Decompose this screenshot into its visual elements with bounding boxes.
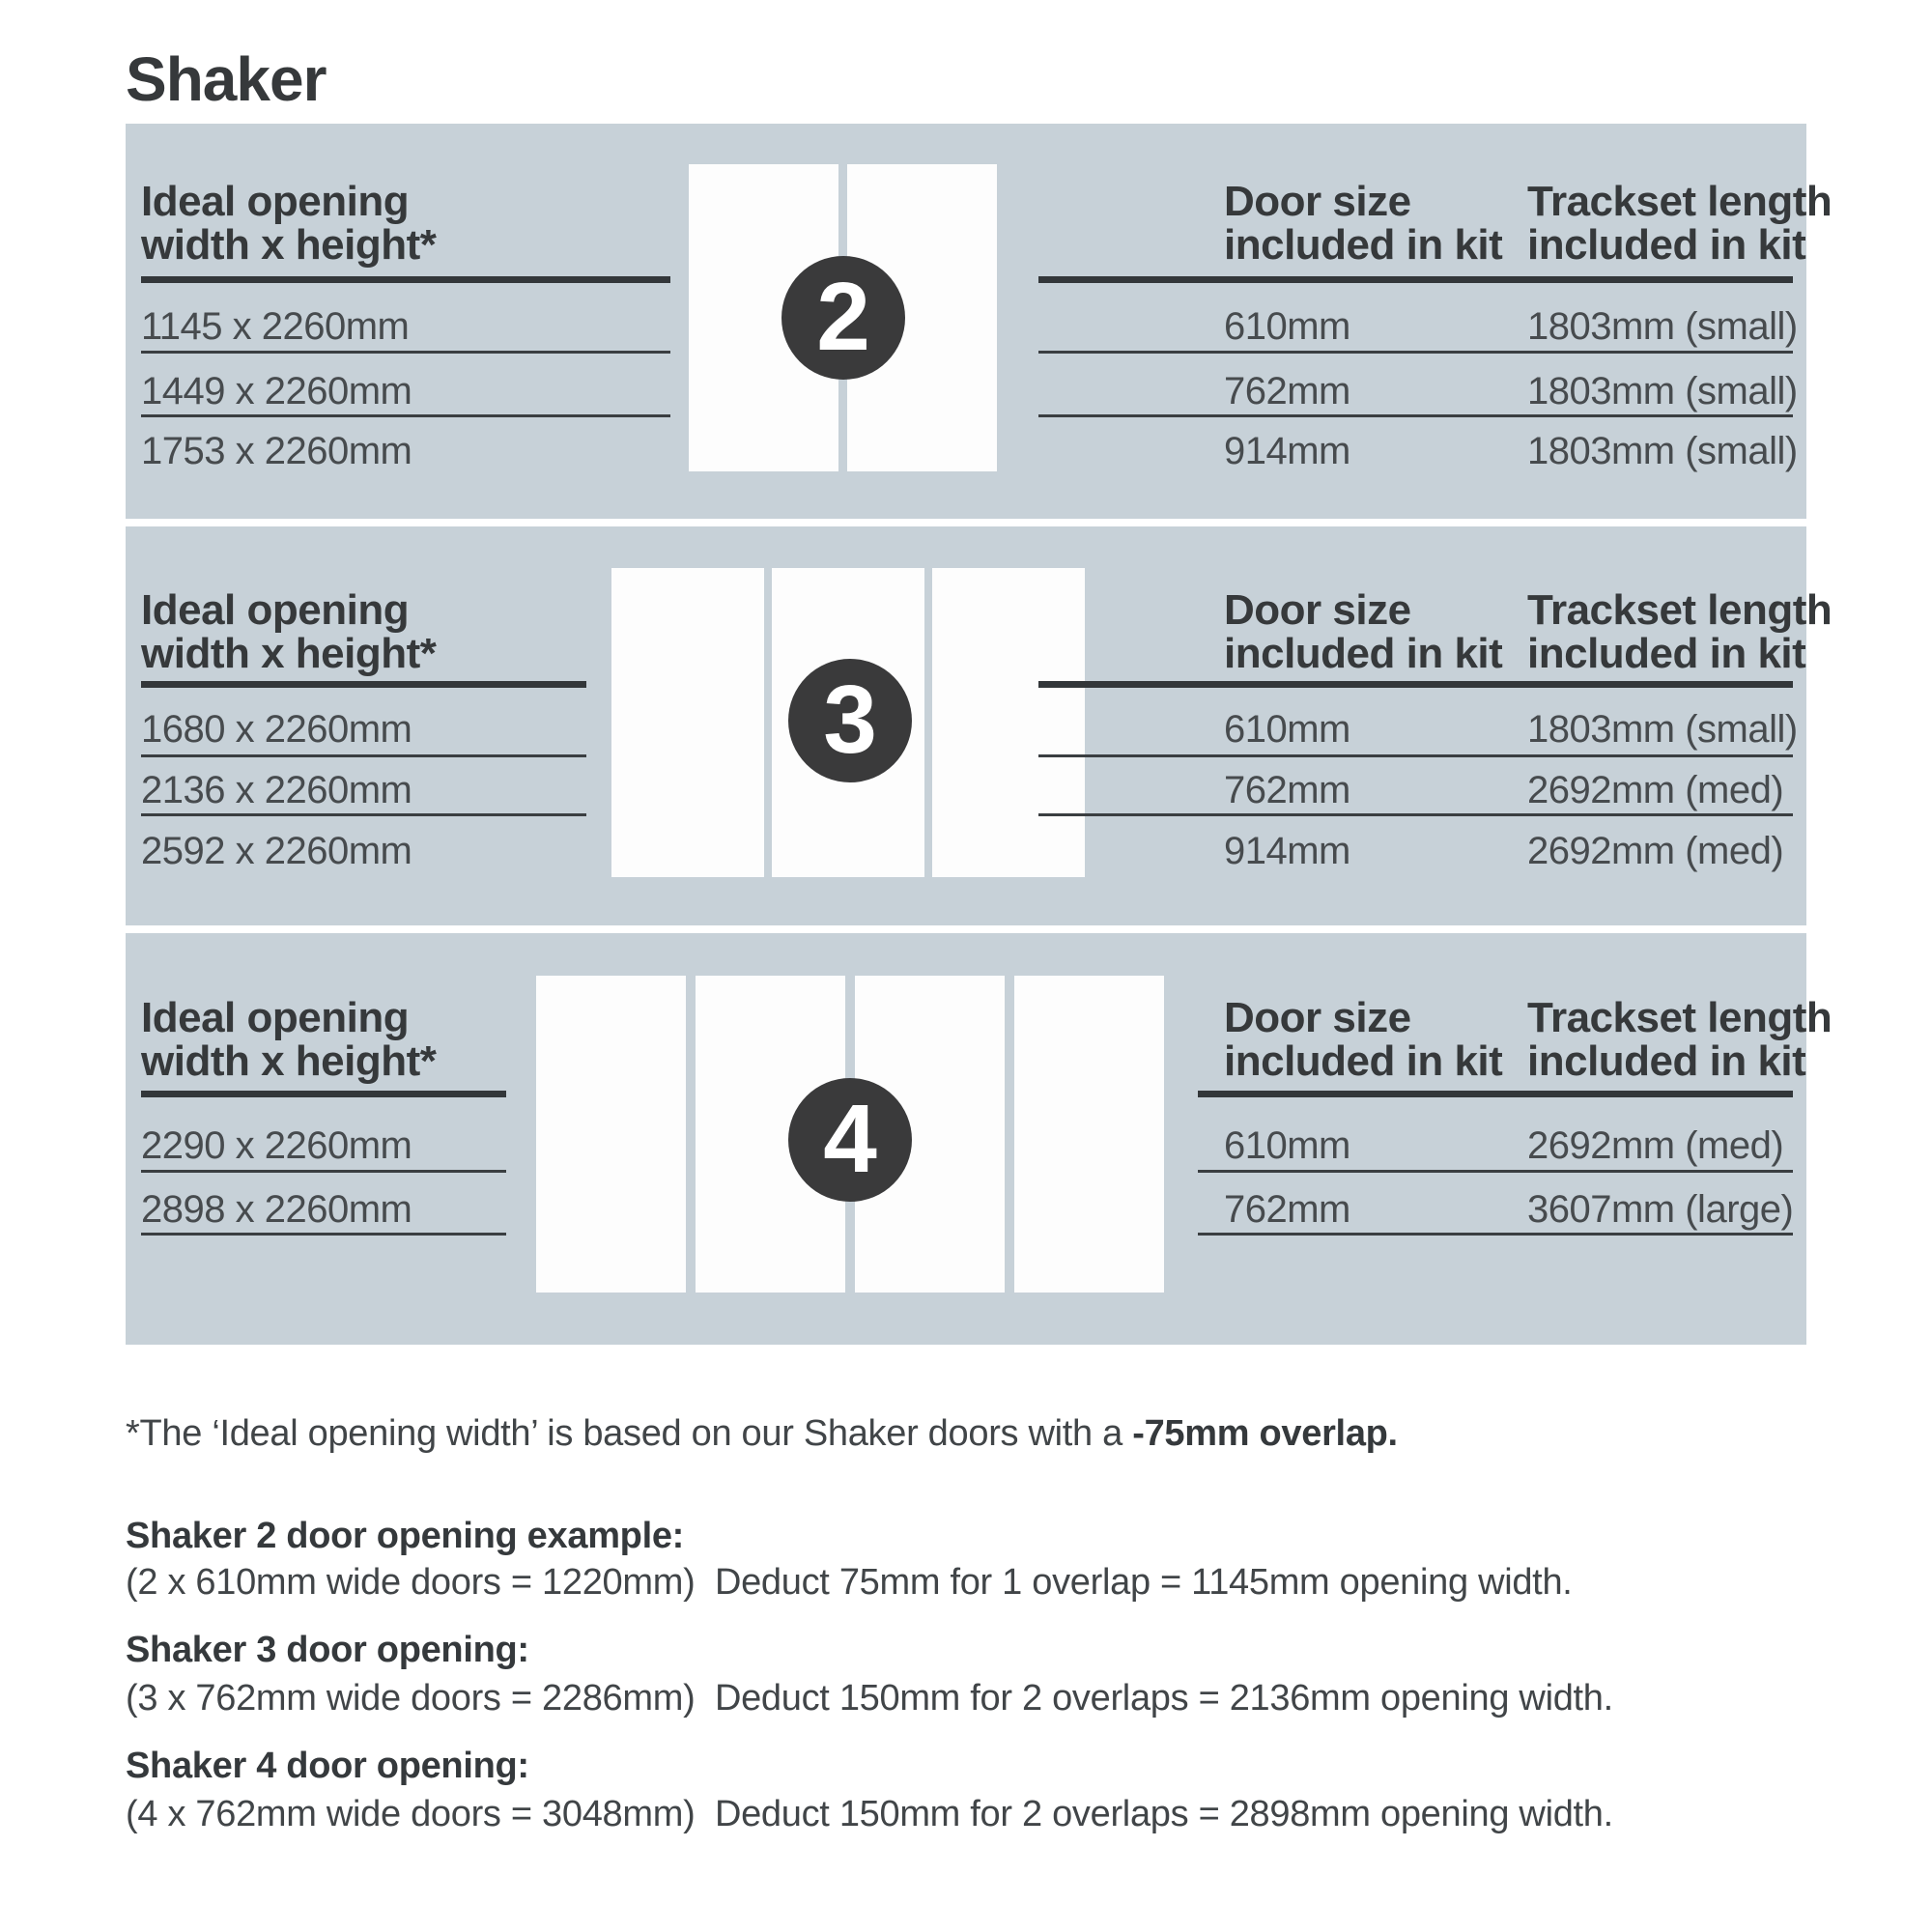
header-rule bbox=[1198, 1091, 1793, 1097]
opening-column-header bbox=[141, 996, 436, 1083]
door-size-header-line1: Door size bbox=[1224, 994, 1411, 1041]
row-rule bbox=[141, 813, 586, 816]
section-divider bbox=[126, 925, 1806, 933]
trackset-column-header bbox=[1527, 180, 1832, 267]
door-count-badge: 3 bbox=[788, 659, 912, 782]
row-rule bbox=[141, 414, 670, 417]
opening-size: 1753 x 2260mm bbox=[141, 430, 412, 472]
opening-size: 2136 x 2260mm bbox=[141, 769, 412, 811]
trackset-length-value: 2692mm (med) bbox=[1527, 769, 1784, 811]
opening-size: 1680 x 2260mm bbox=[141, 708, 412, 751]
door-size-value: 914mm bbox=[1224, 430, 1350, 472]
header-rule bbox=[141, 276, 670, 283]
trackset-header-line2: included in kit bbox=[1527, 221, 1806, 269]
opening-size: 1449 x 2260mm bbox=[141, 370, 412, 412]
example-2-door-heading: Shaker 2 door opening example: bbox=[126, 1516, 685, 1556]
door-size-column-header bbox=[1224, 180, 1502, 267]
door-panel bbox=[536, 976, 686, 1293]
opening-size: 2898 x 2260mm bbox=[141, 1188, 412, 1231]
door-size-value: 610mm bbox=[1224, 1124, 1350, 1167]
header-rule bbox=[141, 1091, 506, 1097]
opening-header-line1: Ideal opening bbox=[141, 994, 410, 1041]
opening-column-header bbox=[141, 180, 436, 267]
example-3-door-heading: Shaker 3 door opening: bbox=[126, 1630, 529, 1670]
section-divider bbox=[126, 519, 1806, 526]
example-2-door-detail: (2 x 610mm wide doors = 1220mm) Deduct 75mm for 1 overlap = 1145mm opening width. bbox=[126, 1562, 1573, 1603]
door-size-value: 762mm bbox=[1224, 769, 1350, 811]
row-rule bbox=[1198, 1170, 1793, 1173]
opening-header-line1: Ideal opening bbox=[141, 178, 410, 225]
trackset-column-header bbox=[1527, 588, 1832, 675]
door-size-value: 762mm bbox=[1224, 370, 1350, 412]
row-rule bbox=[141, 1233, 506, 1236]
footnote-bold-text: -75mm overlap. bbox=[1132, 1413, 1398, 1454]
door-panel bbox=[932, 568, 1085, 877]
row-rule bbox=[1038, 813, 1793, 816]
footnote bbox=[126, 1410, 1398, 1457]
page-title: Shaker bbox=[126, 44, 327, 114]
door-panel bbox=[611, 568, 764, 877]
door-size-value: 610mm bbox=[1224, 708, 1350, 751]
opening-size: 2592 x 2260mm bbox=[141, 830, 412, 872]
door-size-column-header bbox=[1224, 588, 1502, 675]
row-rule bbox=[1038, 351, 1793, 354]
header-rule bbox=[1038, 681, 1793, 688]
trackset-length-value: 1803mm (small) bbox=[1527, 370, 1798, 412]
spec-panel bbox=[126, 124, 1833, 1345]
trackset-length-value: 1803mm (small) bbox=[1527, 708, 1798, 751]
door-size-header-line2: included in kit bbox=[1224, 221, 1503, 269]
trackset-header-line2: included in kit bbox=[1527, 1037, 1806, 1085]
trackset-header-line1: Trackset length bbox=[1527, 178, 1833, 225]
footnote-text: *The ‘Ideal opening width’ is based on our Shaker doors with a bbox=[126, 1413, 1133, 1454]
opening-header-line2: width x height* bbox=[141, 630, 437, 677]
opening-size: 1145 x 2260mm bbox=[141, 305, 410, 348]
door-size-header-line1: Door size bbox=[1224, 586, 1411, 634]
door-count-badge: 4 bbox=[788, 1078, 912, 1202]
door-count-badge: 2 bbox=[781, 256, 905, 380]
opening-header-line2: width x height* bbox=[141, 1037, 437, 1085]
example-4-door-detail: (4 x 762mm wide doors = 3048mm) Deduct 150mm for 2 overlaps = 2898mm opening width. bbox=[126, 1794, 1613, 1834]
door-size-column-header bbox=[1224, 996, 1502, 1083]
opening-size: 2290 x 2260mm bbox=[141, 1124, 412, 1167]
header-rule bbox=[141, 681, 586, 688]
opening-header-line1: Ideal opening bbox=[141, 586, 410, 634]
opening-column-header bbox=[141, 588, 436, 675]
example-3-door-detail: (3 x 762mm wide doors = 2286mm) Deduct 150mm for 2 overlaps = 2136mm opening width. bbox=[126, 1678, 1613, 1719]
door-size-header-line2: included in kit bbox=[1224, 1037, 1503, 1085]
trackset-length-value: 3607mm (large) bbox=[1527, 1188, 1794, 1231]
trackset-header-line1: Trackset length bbox=[1527, 994, 1833, 1041]
door-size-value: 610mm bbox=[1224, 305, 1350, 348]
row-rule bbox=[141, 754, 586, 757]
trackset-length-value: 2692mm (med) bbox=[1527, 1124, 1784, 1167]
opening-header-line2: width x height* bbox=[141, 221, 437, 269]
trackset-header-line2: included in kit bbox=[1527, 630, 1806, 677]
door-size-value: 914mm bbox=[1224, 830, 1350, 872]
row-rule bbox=[1038, 754, 1793, 757]
trackset-header-line1: Trackset length bbox=[1527, 586, 1833, 634]
row-rule bbox=[1198, 1233, 1793, 1236]
door-size-header-line2: included in kit bbox=[1224, 630, 1503, 677]
example-4-door-heading: Shaker 4 door opening: bbox=[126, 1746, 529, 1786]
header-rule bbox=[1038, 276, 1793, 283]
door-size-value: 762mm bbox=[1224, 1188, 1350, 1231]
door-size-header-line1: Door size bbox=[1224, 178, 1411, 225]
door-panel bbox=[1014, 976, 1164, 1293]
trackset-length-value: 1803mm (small) bbox=[1527, 430, 1798, 472]
row-rule bbox=[1038, 414, 1793, 417]
trackset-length-value: 1803mm (small) bbox=[1527, 305, 1798, 348]
row-rule bbox=[141, 351, 670, 354]
row-rule bbox=[141, 1170, 506, 1173]
trackset-length-value: 2692mm (med) bbox=[1527, 830, 1784, 872]
trackset-column-header bbox=[1527, 996, 1832, 1083]
